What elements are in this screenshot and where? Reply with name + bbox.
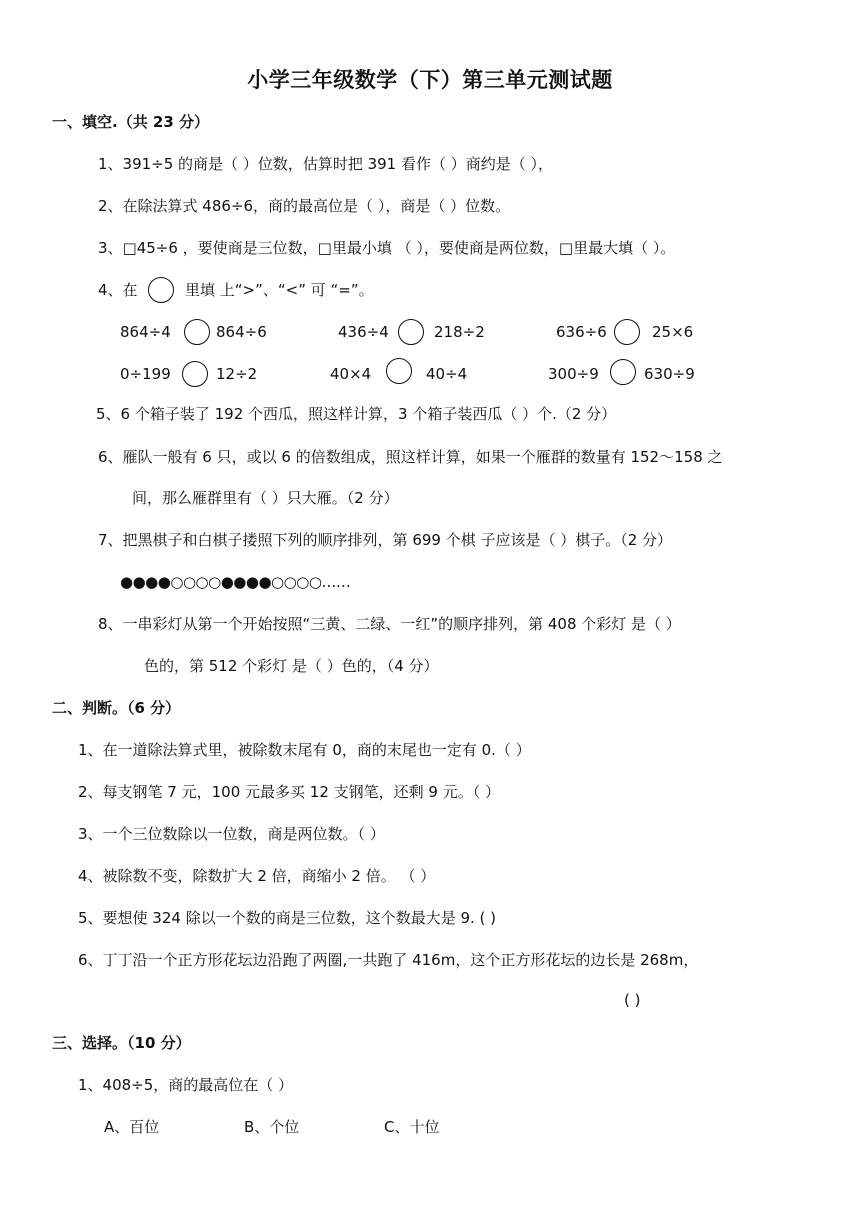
question-1-4-suffix: 里填 上“>”、“<” 可 “=”。 — [185, 281, 374, 299]
question-2-1: 1、在一道除法算式里，被除数末尾有 0，商的末尾也一定有 0.（ ） — [78, 741, 531, 759]
compare-left: 300÷9 — [548, 365, 599, 383]
question-1-4-prefix: 4、在 — [98, 281, 138, 299]
compare-circle[interactable] — [182, 361, 208, 387]
compare-right: 25×6 — [652, 323, 694, 341]
question-1-3: 3、□45÷6 ，要使商是三位数，□里最小填 （ ），要使商是两位数，□里最大填（ ）。 — [98, 239, 676, 257]
question-1-6-line2: 间，那么雁群里有（ ）只大雁。（2 分） — [132, 489, 399, 507]
question-1-2: 2、在除法算式 486÷6，商的最高位是（ ），商是（ ）位数。 — [98, 197, 511, 215]
compare-circle[interactable] — [614, 319, 640, 345]
answer-paren-2-6: ( ) — [624, 991, 641, 1009]
question-1-8-line1: 8、一串彩灯从第一个开始按照“三黄、二绿、一红”的顺序排列，第 408 个彩灯 是（ ） — [98, 615, 681, 633]
question-1-8-line2: 色的，第 512 个彩灯 是（ ）色的，（4 分） — [144, 657, 439, 675]
compare-right: 12÷2 — [216, 365, 258, 383]
compare-left: 864÷4 — [120, 323, 171, 341]
question-2-6: 6、丁丁沿一个正方形花坛边沿跑了两圈,一共跑了 416m，这个正方形花坛的边长是 268m， — [78, 951, 699, 969]
chess-pattern: ●●●●○○○○●●●●○○○○…… — [120, 573, 351, 591]
section-heading-choice: 三、选择。（10 分） — [52, 1034, 191, 1052]
question-3-1: 1、408÷5，商的最高位在（ ） — [78, 1076, 294, 1094]
compare-right: 40÷4 — [426, 365, 468, 383]
question-1-7: 7、把黑棋子和白棋子搂照下列的顺序排列，第 699 个棋 子应该是（ ）棋子。（2 分） — [98, 531, 673, 549]
question-2-5: 5、要想使 324 除以一个数的商是三位数，这个数最大是 9. ( ) — [78, 909, 497, 927]
option-b: B、个位 — [244, 1118, 300, 1136]
compare-right: 630÷9 — [644, 365, 695, 383]
compare-left: 436÷4 — [338, 323, 389, 341]
compare-left: 636÷6 — [556, 323, 607, 341]
compare-left: 0÷199 — [120, 365, 171, 383]
page-title: 小学三年级数学（下）第三单元测试题 — [247, 68, 613, 92]
question-1-5: 5、6 个箱子装了 192 个西瓜，照这样计算，3 个箱子装西瓜（ ）个.（2 分） — [96, 405, 617, 423]
question-2-3: 3、一个三位数除以一位数，商是两位数。（ ） — [78, 825, 385, 843]
compare-right: 218÷2 — [434, 323, 485, 341]
section-heading-judge: 二、判断。（6 分） — [52, 699, 181, 717]
question-1-6-line1: 6、雁队一般有 6 只，或以 6 的倍数组成，照这样计算，如果一个雁群的数量有 152～158 之 — [98, 448, 723, 466]
option-c: C、十位 — [384, 1118, 440, 1136]
question-1-1: 1、391÷5 的商是（ ）位数，估算时把 391 看作（ ）商约是（ ）， — [98, 155, 554, 173]
compare-circle[interactable] — [610, 359, 636, 385]
compare-circle[interactable] — [398, 319, 424, 345]
compare-right: 864÷6 — [216, 323, 267, 341]
compare-circle[interactable] — [386, 358, 412, 384]
option-a: A、百位 — [104, 1118, 160, 1136]
question-2-2: 2、每支钢笔 7 元，100 元最多买 12 支钢笔，还剩 9 元。（ ） — [78, 783, 500, 801]
compare-circle-example — [148, 277, 174, 303]
compare-circle[interactable] — [184, 319, 210, 345]
question-2-4: 4、被除数不变，除数扩大 2 倍，商缩小 2 倍。 （ ） — [78, 867, 436, 885]
section-heading-fill-blank: 一、填空.（共 23 分） — [52, 113, 210, 131]
compare-left: 40×4 — [330, 365, 372, 383]
